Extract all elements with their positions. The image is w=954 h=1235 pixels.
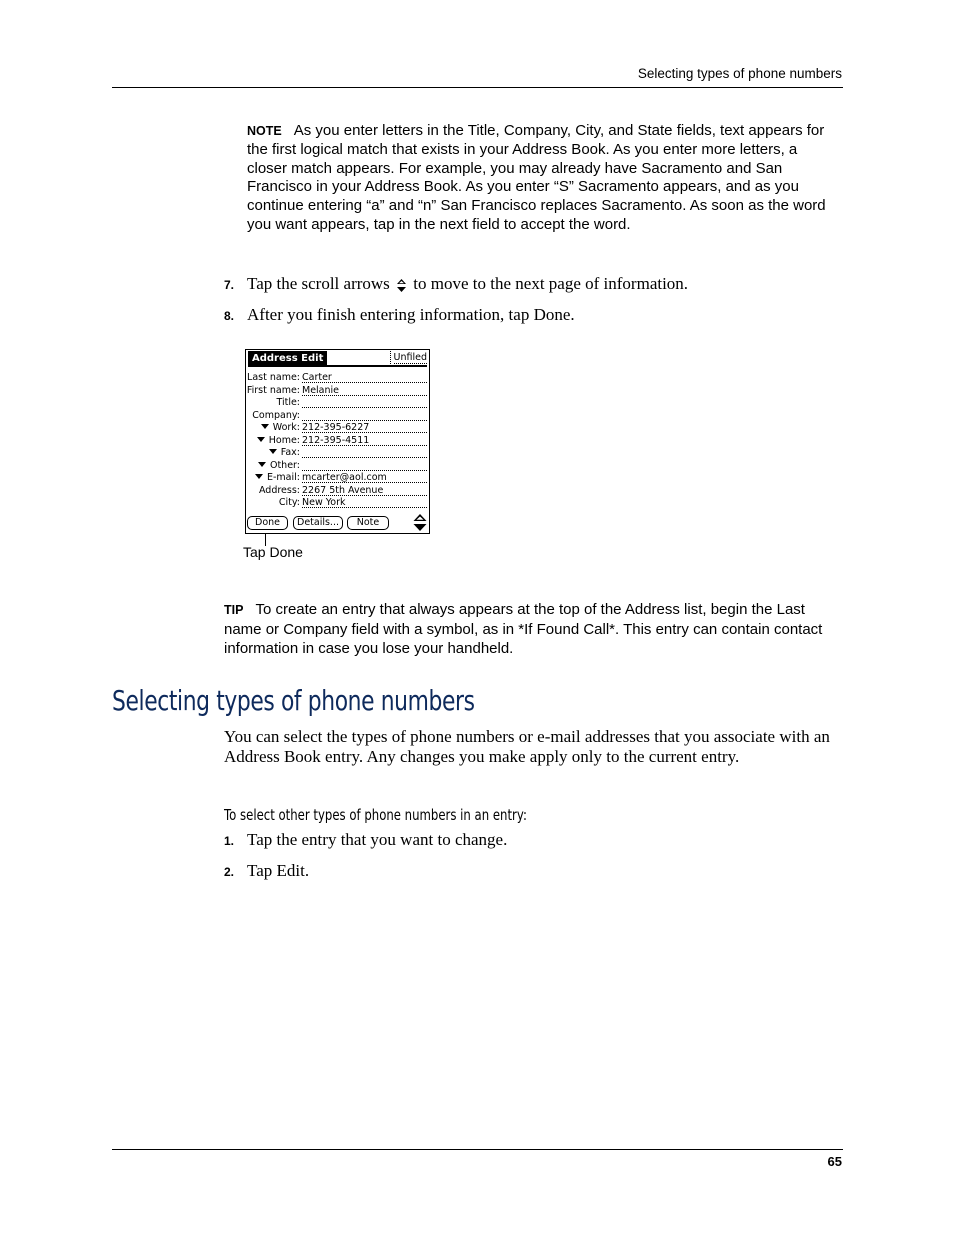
dropdown-arrow-icon [269, 449, 277, 454]
field-value[interactable]: 212-395-4511 [302, 435, 427, 446]
details-button[interactable]: Details... [293, 516, 343, 530]
phone-type-dropdown[interactable] [257, 435, 300, 447]
field-email[interactable] [247, 472, 428, 485]
step-1 [224, 830, 507, 850]
note-label: NOTE [247, 124, 282, 138]
screen-title: Address Edit [248, 351, 327, 366]
note-text: As you enter letters in the Title, Company, City, and State fields, text appears for the first logical match that exists in your Address Book. As you enter more letters, a closer match appears. For example, you may already have Sacramento and San Francisco in your Address Book. As you enter “S” Sacramento appears, and as you continue entering “a” and “n” San Francisco replaces Sacramento. As soon as the word you want appears, tap in the next field to accept the word. [247, 122, 826, 233]
field-label: Title: [276, 397, 300, 408]
step-number: 7. [224, 278, 235, 292]
dropdown-arrow-icon [257, 437, 265, 442]
field-last-name[interactable] [247, 372, 428, 385]
field-value[interactable]: Carter [302, 372, 427, 383]
title-rule [248, 365, 427, 367]
dropdown-arrow-icon [261, 424, 269, 429]
field-first-name[interactable] [247, 385, 428, 398]
field-value[interactable]: 212-395-6227 [302, 422, 427, 433]
step-number: 2. [224, 865, 235, 879]
field-label: E-mail: [267, 472, 300, 483]
phone-type-dropdown[interactable] [255, 472, 300, 484]
field-fax[interactable] [247, 447, 428, 460]
field-home[interactable] [247, 435, 428, 448]
phone-type-dropdown[interactable] [258, 460, 300, 472]
dropdown-arrow-icon [258, 462, 266, 467]
field-label: Company: [252, 409, 300, 421]
step-text: After you finish entering information, tap Done. [247, 305, 575, 324]
step-7 [224, 274, 688, 294]
field-value[interactable] [302, 460, 427, 471]
tip-text: To create an entry that always appears at the top of the Address list, begin the Last name or Company field with a symbol, as in *If Found Call*. This entry can contain contact information in case you lose your handheld. [224, 601, 823, 657]
field-value[interactable] [302, 397, 427, 408]
address-edit-screen [245, 349, 430, 534]
procedure-heading: To select other types of phone numbers in an entry: [224, 806, 527, 824]
field-company[interactable] [247, 410, 428, 423]
step-text-after: to move to the next page of information. [413, 274, 689, 293]
phone-type-dropdown[interactable] [261, 422, 300, 434]
scroll-arrows-icon[interactable] [413, 514, 427, 531]
field-label: First name: [246, 384, 300, 396]
field-label: Home: [268, 434, 300, 446]
field-value[interactable]: New York [302, 497, 427, 508]
field-label: Address: [258, 484, 300, 496]
field-value[interactable] [302, 410, 427, 421]
tip-block [224, 600, 839, 658]
footer-rule [112, 1149, 843, 1150]
note-block [247, 122, 827, 235]
step-2 [224, 861, 309, 881]
section-intro: You can select the types of phone numbers or e-mail addresses that you associate with an Address Book entry. Any changes you make apply only to the current entry. [224, 727, 830, 767]
section-heading: Selecting types of phone numbers [112, 684, 475, 717]
category-selector[interactable] [390, 351, 427, 364]
header-rule [112, 87, 843, 88]
step-text: Tap Edit. [247, 861, 310, 880]
tip-label: TIP [224, 603, 244, 617]
field-other[interactable] [247, 460, 428, 473]
step-text: Tap the entry that you want to change. [247, 830, 508, 849]
field-label: Other: [269, 459, 300, 471]
callout-label: Tap Done [243, 544, 303, 560]
step-number: 8. [224, 309, 235, 323]
field-label: Last name: [247, 372, 300, 383]
note-button[interactable]: Note [347, 516, 389, 530]
field-label: City: [278, 497, 300, 508]
field-value[interactable]: mcarter@aol.com [302, 472, 427, 483]
step-8 [224, 305, 575, 325]
scroll-arrows-icon [396, 279, 407, 292]
phone-type-dropdown[interactable] [269, 447, 300, 459]
field-address[interactable] [247, 485, 428, 498]
done-button[interactable]: Done [247, 516, 288, 530]
step-number: 1. [224, 834, 235, 848]
field-city[interactable] [247, 497, 428, 510]
field-value[interactable] [302, 447, 427, 458]
category-label: Unfiled [393, 352, 427, 363]
field-label: Fax: [280, 447, 300, 458]
running-header-title: Selecting types of phone numbers [637, 66, 842, 81]
step-text-before: Tap the scroll arrows [247, 274, 390, 293]
field-label: Work: [272, 422, 300, 433]
field-value[interactable]: Melanie [302, 385, 427, 396]
field-title[interactable] [247, 397, 428, 410]
field-work[interactable] [247, 422, 428, 435]
field-value[interactable]: 2267 5th Avenue [302, 485, 427, 496]
page-number: 65 [827, 1154, 842, 1169]
dropdown-arrow-icon [255, 474, 263, 479]
